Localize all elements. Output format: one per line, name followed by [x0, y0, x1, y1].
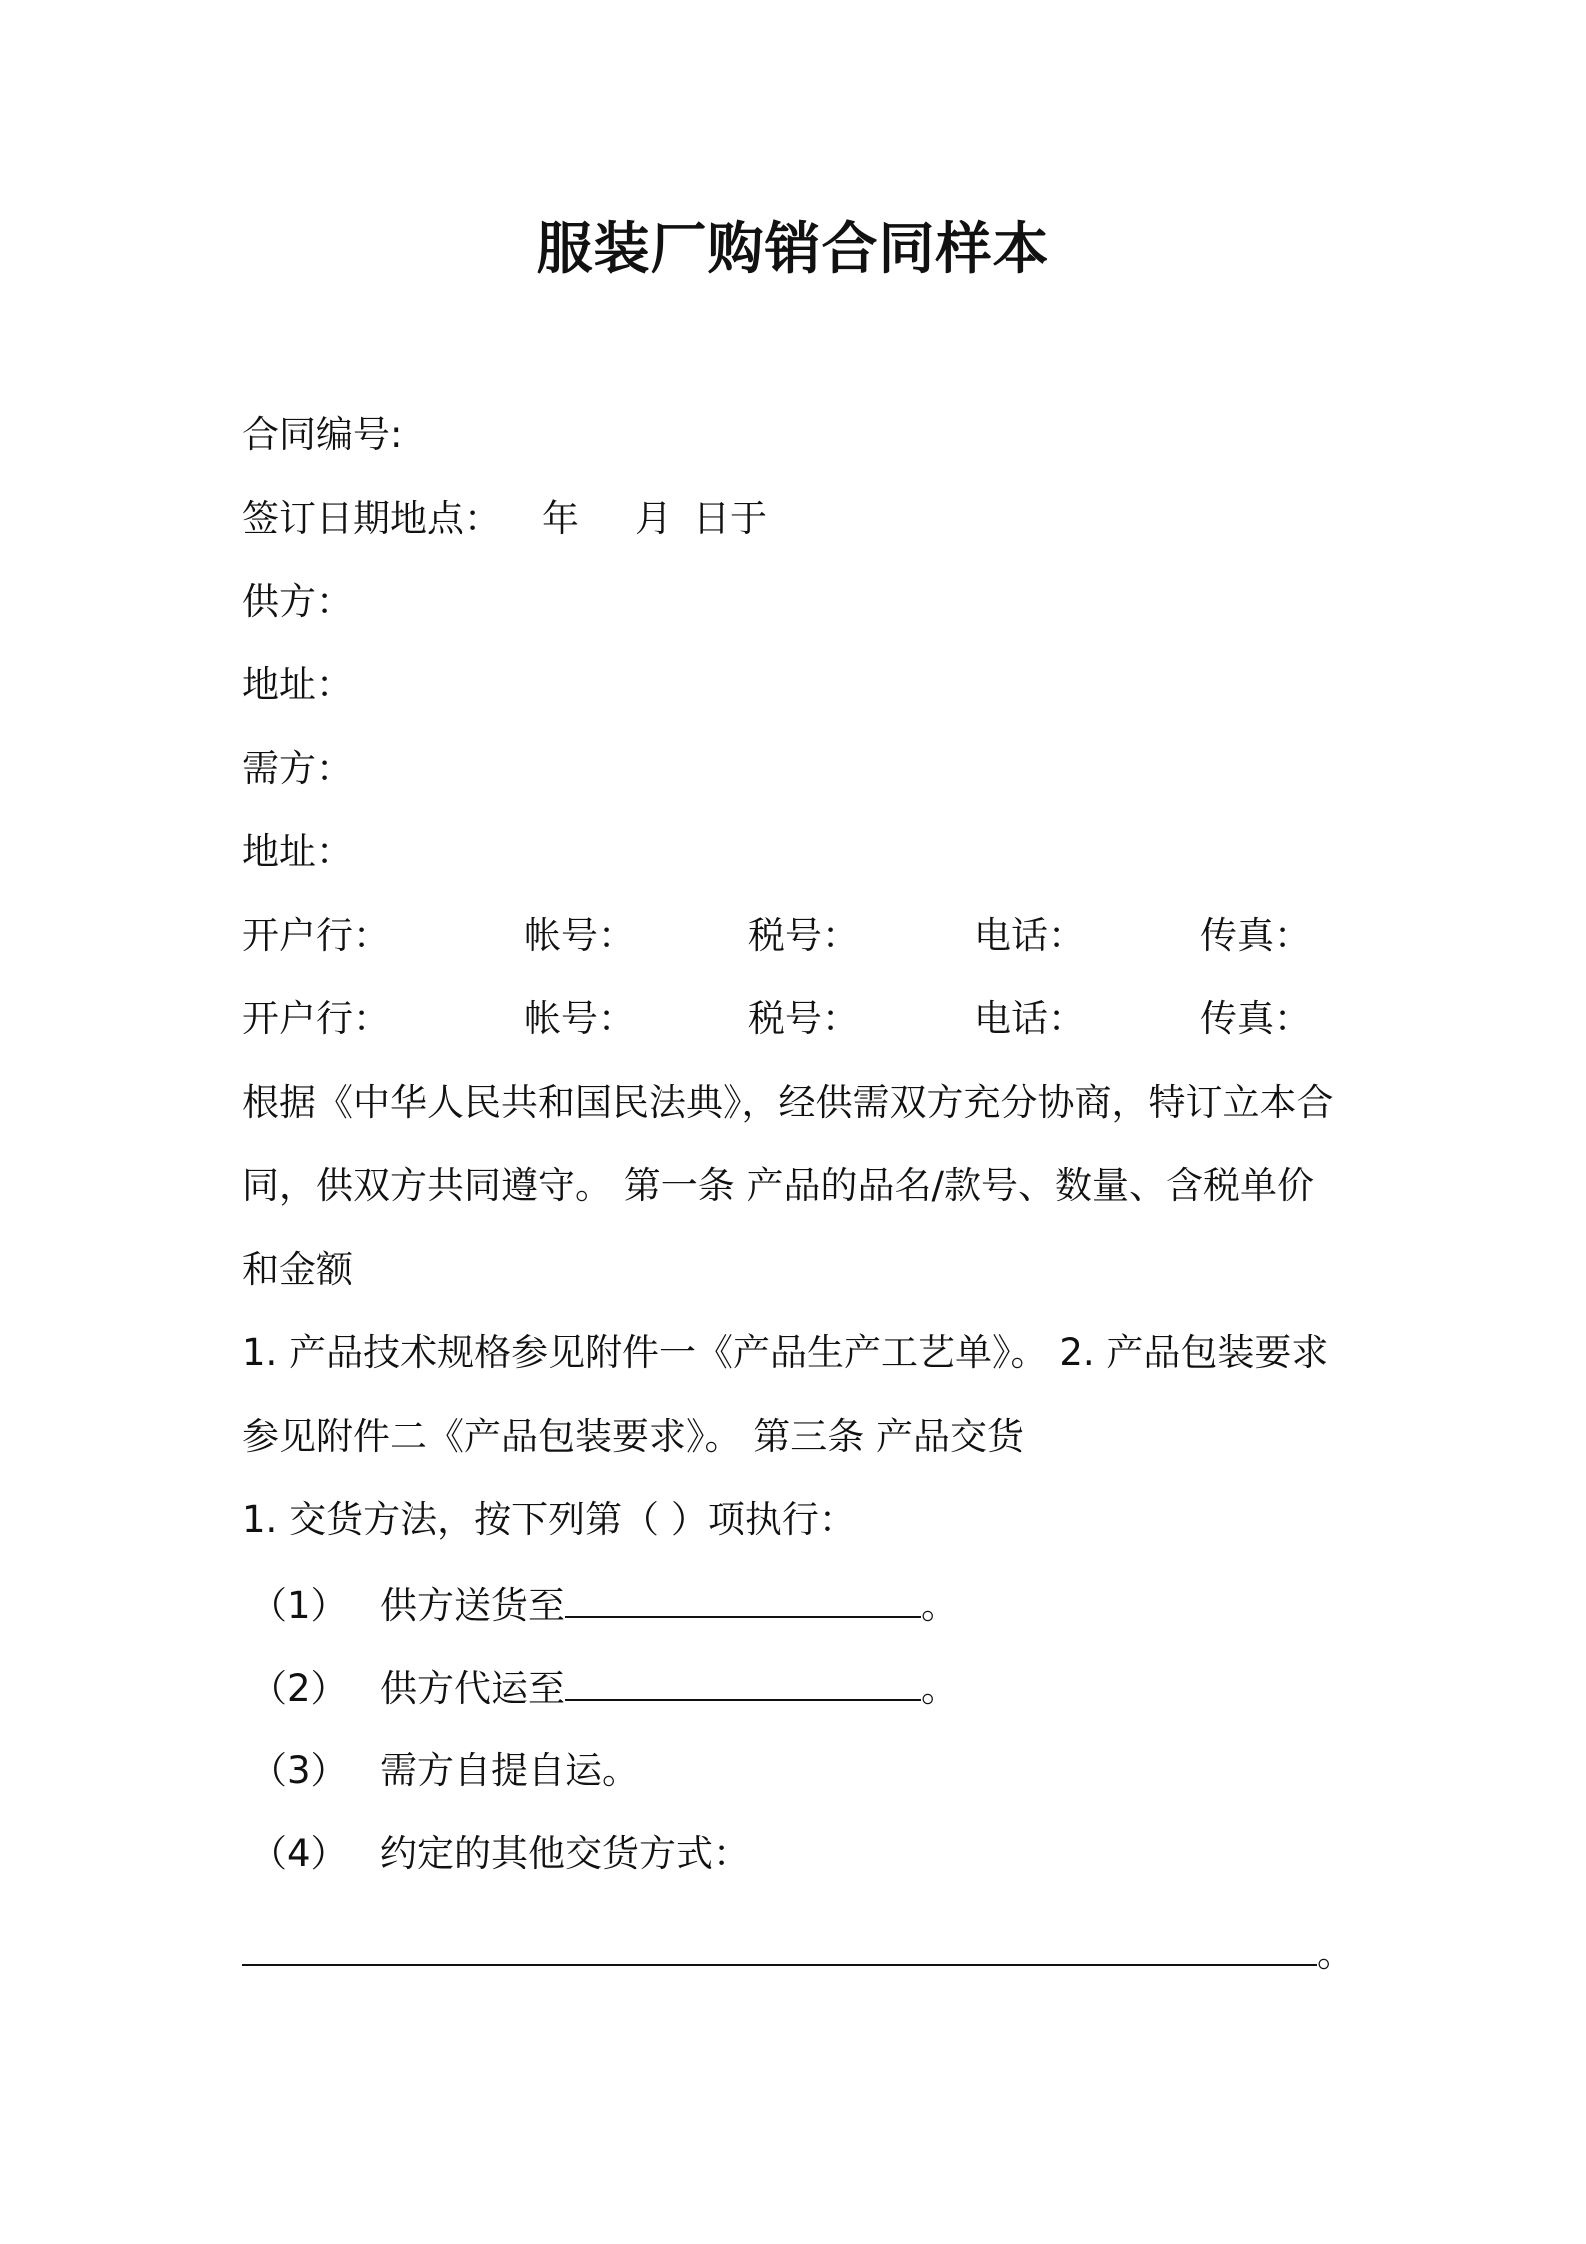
- period: 。: [1317, 1932, 1354, 1975]
- paragraph-line: 根据《中华人民共和国民法典》，经供需双方充分协商，特订立本合: [242, 1081, 1334, 1124]
- day-label: 日于: [693, 497, 767, 540]
- account-label: 帐号：: [524, 997, 635, 1040]
- option-number: （2）: [250, 1667, 348, 1710]
- bank-label: 开户行：: [242, 997, 390, 1040]
- blank-line: [242, 1930, 1317, 1966]
- fax-label: 传真：: [1200, 997, 1311, 1040]
- supplier-label: 供方：: [242, 580, 353, 623]
- paragraph-line: 1. 产品技术规格参见附件一《产品生产工艺单》。 2. 产品包装要求: [242, 1331, 1329, 1374]
- tax-label: 税号：: [748, 914, 859, 957]
- option-number: （4）: [250, 1832, 348, 1875]
- paragraph-line: 和金额: [242, 1248, 353, 1291]
- option-number: （1）: [250, 1584, 348, 1627]
- option-text: 供方代运至: [380, 1667, 565, 1710]
- bank-info-row: [242, 914, 1342, 958]
- bank-label: 开户行：: [242, 914, 390, 957]
- tax-label: 税号：: [748, 997, 859, 1040]
- phone-label: 电话：: [974, 914, 1085, 957]
- option-number: （3）: [250, 1749, 348, 1792]
- buyer-address-label: 地址：: [242, 830, 353, 873]
- buyer-label: 需方：: [242, 747, 353, 790]
- option-text: 约定的其他交货方式：: [380, 1832, 750, 1875]
- blank-line: [565, 1665, 921, 1701]
- delivery-option-1: [250, 1582, 958, 1628]
- delivery-option-2: [250, 1665, 958, 1711]
- option-text: 需方自提自运。: [380, 1749, 639, 1792]
- paragraph-line: 1. 交货方法，按下列第（ ）项执行：: [242, 1498, 856, 1541]
- month-label: 月: [635, 497, 672, 540]
- sign-date-line: [242, 497, 842, 541]
- other-delivery-fill-line: [242, 1930, 1354, 1976]
- fax-label: 传真：: [1200, 914, 1311, 957]
- paragraph-line: 参见附件二《产品包装要求》。 第三条 产品交货: [242, 1415, 1025, 1458]
- blank-line: [565, 1582, 921, 1618]
- period: 。: [921, 1667, 958, 1710]
- contract-number-label: 合同编号:: [242, 413, 403, 456]
- year-label: 年: [542, 497, 579, 540]
- option-text: 供方送货至: [380, 1584, 565, 1627]
- period: 。: [921, 1584, 958, 1627]
- paragraph-line: 同，供双方共同遵守。 第一条 产品的品名/款号、数量、含税单价: [242, 1164, 1314, 1207]
- account-label: 帐号：: [524, 914, 635, 957]
- delivery-option-4: [250, 1832, 750, 1876]
- delivery-option-3: [250, 1749, 639, 1793]
- bank-info-row: [242, 997, 1342, 1041]
- supplier-address-label: 地址：: [242, 663, 353, 706]
- sign-date-label: 签订日期地点：: [242, 497, 501, 540]
- phone-label: 电话：: [974, 997, 1085, 1040]
- document-title: 服装厂购销合同样本: [536, 217, 1050, 282]
